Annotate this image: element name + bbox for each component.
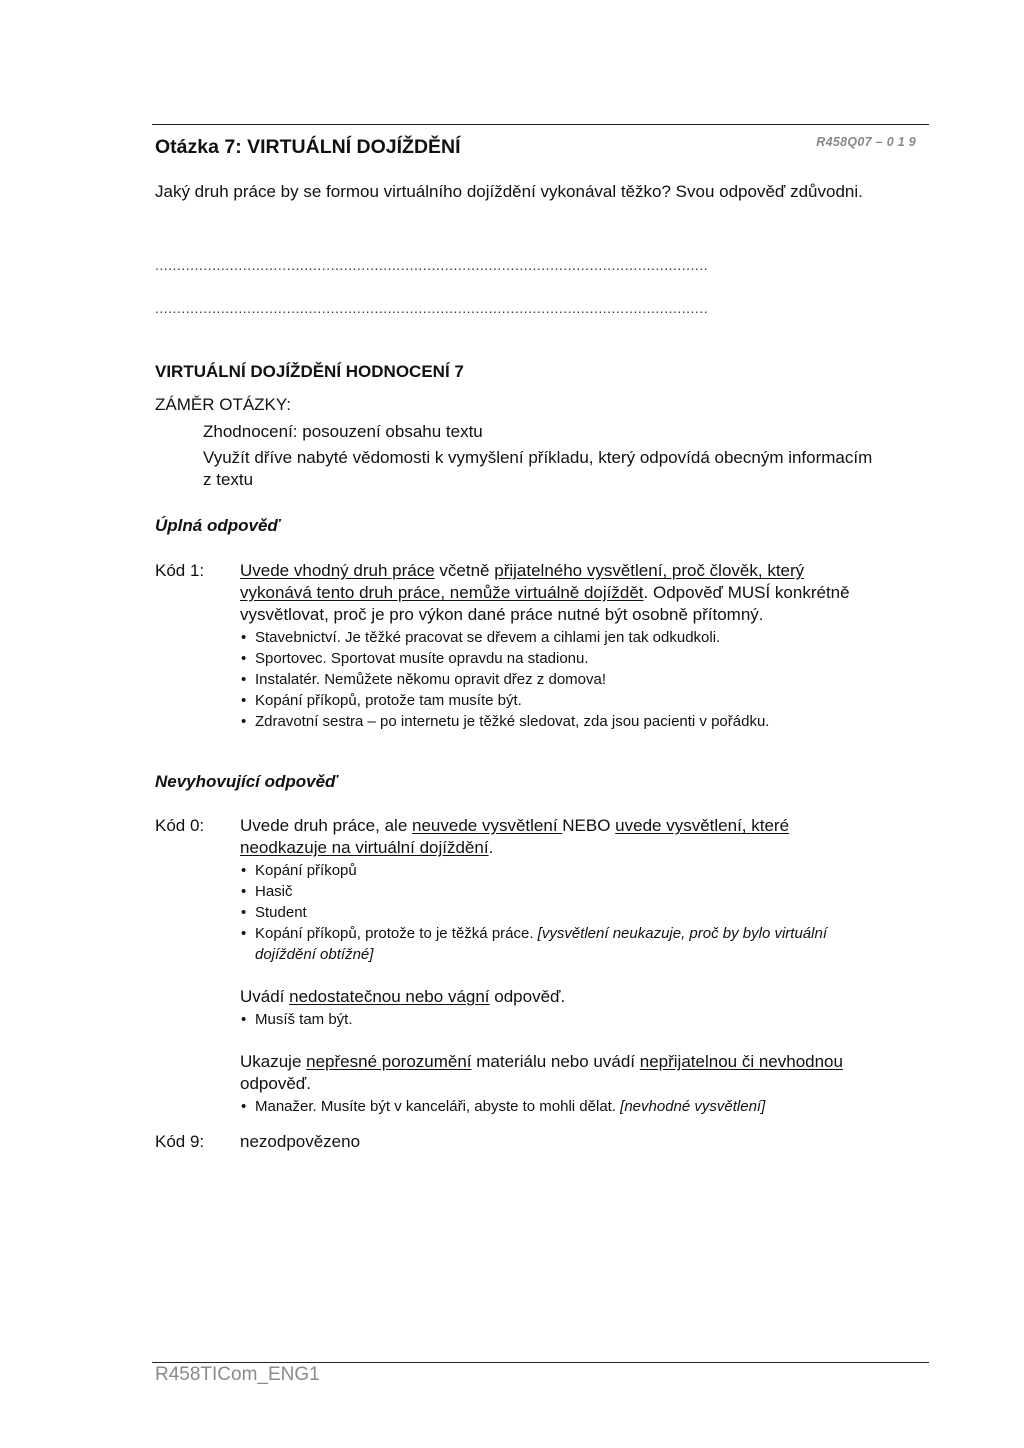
code-0-description [240, 815, 870, 859]
code-1-example: • Stavebnictví. Je těžké pracovat se dřevem a cihlami jen tak odkudkoli. [240, 627, 878, 648]
code-0-block [240, 815, 870, 1117]
code-0-example: • Hasič [240, 881, 870, 902]
misunderstanding-example [240, 1096, 870, 1117]
intent-item-1: Zhodnocení: posouzení obsahu textu [203, 422, 483, 441]
code-1-desc-part-4: . Odpověď MUSÍ konkrétně vysvětlovat, proč je pro výkon dané práce nutné být osobně přítomný. [240, 583, 850, 624]
code-1-description [240, 560, 878, 626]
code-0-label: Kód 0: [155, 816, 205, 835]
vague-answer-description [240, 986, 870, 1008]
footer-code: R458TICom_ENG1 [155, 1364, 320, 1385]
code-0-desc-part-2: neuvede vysvětlení [412, 816, 563, 835]
code-9-label: Kód 9: [155, 1132, 205, 1151]
misunderstand-part-5: odpověď. [240, 1074, 311, 1093]
vague-part-1: Uvádí [240, 987, 290, 1006]
misunderstand-part-3: materiálu nebo uvádí [471, 1052, 640, 1071]
full-credit-heading: Úplná odpověď [155, 516, 280, 535]
code-9-text: nezodpovězeno [240, 1132, 361, 1151]
code-0-example: • Student [240, 902, 870, 923]
code-0-examples [240, 860, 870, 965]
answer-line-2: .............................................................................................................................. [155, 300, 709, 316]
code-1-label: Kód 1: [155, 561, 205, 580]
code-0-desc-part-5: . [488, 838, 494, 857]
code-0-example: • Kopání příkopů [240, 860, 870, 881]
code-1-example: • Kopání příkopů, protože tam musíte být. [240, 690, 878, 711]
vague-examples [240, 1009, 870, 1030]
footer-rule [152, 1362, 929, 1363]
code-1-desc-part-1: Uvede vhodný druh práce [240, 561, 435, 580]
misunderstanding-description [240, 1051, 870, 1095]
vague-part-3: odpověď. [489, 987, 566, 1006]
code-1-examples [240, 627, 878, 732]
scoring-heading: VIRTUÁLNÍ DOJÍŽDĚNÍ HODNOCENÍ 7 [155, 362, 464, 381]
code-0-desc-part-1: Uvede druh práce, ale [240, 816, 412, 835]
intent-item-2: Využít dříve nabyté vědomosti k vymyšlení příkladu, který odpovídá obecným informacím z textu [203, 448, 873, 489]
code-0-example-note: [vysvětlení neukazuje, proč by bylo virtuální dojíždění obtížné] [255, 925, 827, 963]
no-credit-heading: Nevyhovující odpověď [155, 772, 338, 791]
code-1-example: • Zdravotní sestra – po internetu je těžké sledovat, zda jsou pacienti v pořádku. [240, 711, 878, 732]
misunderstanding-examples [240, 1096, 870, 1117]
misunderstanding-example-text: Manažer. Musíte být v kanceláři, abyste to mohli dělat. [255, 1098, 621, 1115]
question-code: R458Q07 – 0 1 9 [816, 135, 916, 149]
vague-part-2: nedostatečnou nebo vágní [289, 987, 490, 1006]
intent-label: ZÁMĚR OTÁZKY: [155, 395, 292, 414]
misunderstand-part-4: nepřijatelnou či nevhodnou [639, 1052, 843, 1071]
question-title: Otázka 7: VIRTUÁLNÍ DOJÍŽDĚNÍ [155, 136, 461, 158]
code-1-desc-part-3: přijatelného vysvětlení, proč člověk, který vykonává tento druh práce, nemůže virtuálně dojíždět [240, 561, 805, 602]
misunderstand-part-1: Ukazuje [240, 1052, 307, 1071]
top-rule [152, 124, 929, 125]
question-text: Jaký druh práce by se formou virtuálního dojíždění vykonával těžko? Svou odpověď zdůvodni. [155, 182, 863, 201]
code-1-example: • Sportovec. Sportovat musíte opravdu na stadionu. [240, 648, 878, 669]
misunderstand-part-2: nepřesné porozumění [306, 1052, 472, 1071]
code-0-desc-part-3: NEBO [562, 816, 616, 835]
code-0-desc-part-4: uvede vysvětlení, které neodkazuje na virtuální dojíždění [240, 816, 790, 857]
code-0-example [240, 923, 870, 965]
vague-example: • Musíš tam být. [240, 1009, 870, 1030]
code-1-desc-part-2: včetně [434, 561, 495, 580]
answer-line-1: .............................................................................................................................. [155, 257, 709, 273]
code-1-example: • Instalatér. Nemůžete někomu opravit dřez z domova! [240, 669, 878, 690]
misunderstanding-example-note: [nevhodné vysvětlení] [620, 1098, 766, 1115]
code-0-example-text: Kopání příkopů, protože to je těžká práce. [255, 925, 538, 942]
code-1-block [240, 560, 878, 732]
